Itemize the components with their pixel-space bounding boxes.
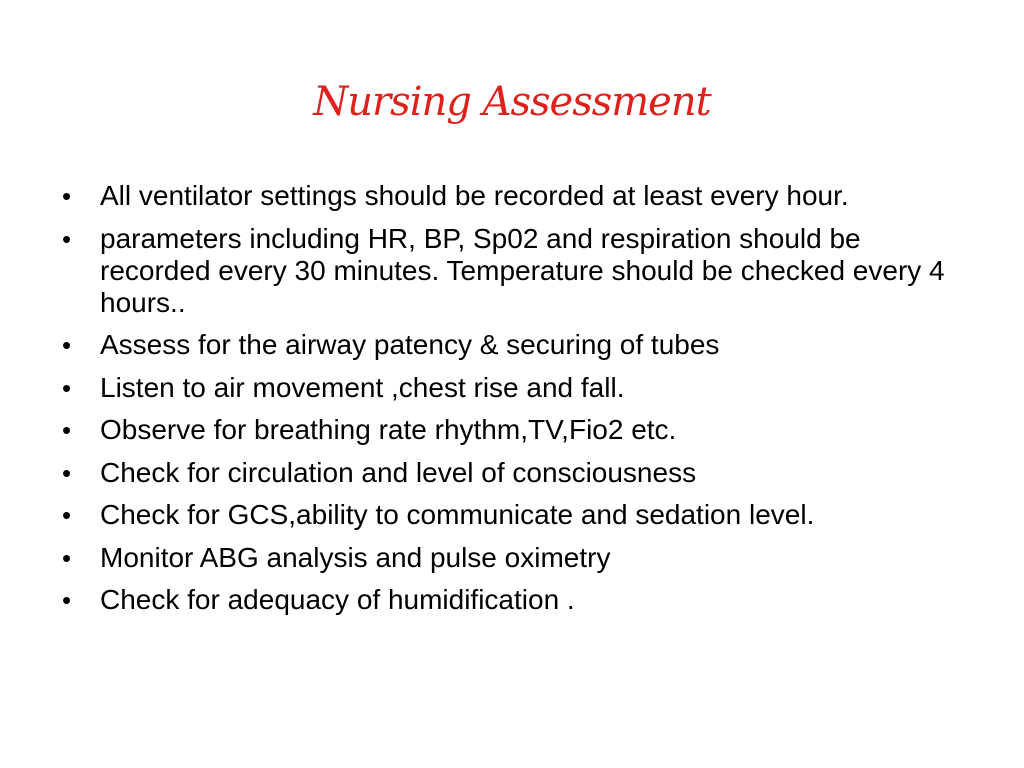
bullet-text: Check for GCS,ability to communicate and sedation level.: [100, 499, 815, 530]
bullet-text: All ventilator settings should be recorded at least every hour.: [100, 180, 849, 211]
bullet-item: [62, 180, 962, 212]
bullet-icon: •: [62, 585, 72, 615]
bullet-icon: •: [62, 223, 72, 254]
bullet-text: Monitor ABG analysis and pulse oximetry: [100, 541, 611, 573]
bullet-icon: •: [62, 500, 72, 530]
bullet-icon: •: [62, 542, 72, 573]
bullet-text: Observe for breathing rate rhythm,TV,Fio2 etc.: [100, 414, 677, 445]
bullet-text: Assess for the airway patency & securing of tubes: [100, 329, 720, 360]
bullet-text: Listen to air movement ,chest rise and fall.: [100, 371, 625, 403]
bullet-item: [62, 499, 962, 531]
bullet-icon: •: [62, 457, 72, 488]
bullet-item: [62, 329, 962, 361]
bullet-icon: •: [62, 330, 72, 360]
bullet-icon: •: [62, 415, 72, 445]
bullet-item: [62, 584, 962, 616]
bullet-item: [62, 457, 962, 489]
bullet-item: [62, 414, 962, 446]
bullet-icon: •: [62, 181, 72, 211]
bullet-text: Check for adequacy of humidification .: [100, 584, 575, 615]
bullet-item: [62, 542, 962, 574]
bullet-icon: •: [62, 372, 72, 403]
bullet-item: [62, 372, 962, 404]
slide-title: Nursing Assessment: [313, 79, 711, 125]
bullet-text: Check for circulation and level of consciousness: [100, 456, 697, 488]
bullet-text: parameters including HR, BP, Sp02 and respiration should be recorded every 30 minutes. Temperature should be checked every 4 hours..: [100, 222, 945, 318]
bullet-item: [62, 223, 962, 319]
bullet-list: [62, 180, 962, 627]
